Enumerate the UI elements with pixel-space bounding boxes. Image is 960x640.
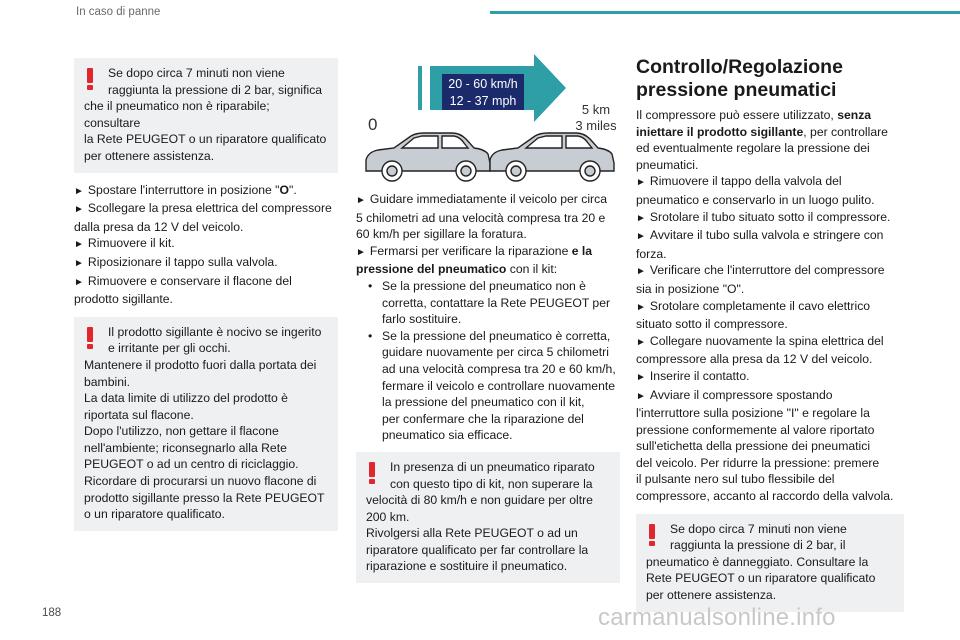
- section-header: In caso di panne: [76, 6, 161, 18]
- car-start-icon: [366, 133, 490, 181]
- speed-mph-label: 12 - 37 mph: [449, 94, 517, 108]
- step-item: ► Rimuovere il kit.: [74, 236, 175, 251]
- step-item: ► Avvitare il tubo sulla valvola e stringere con: [636, 228, 884, 243]
- step-item: ► Riposizionare il tappo sulla valvola.: [74, 254, 278, 269]
- triangle-bullet-icon: ►: [74, 204, 84, 216]
- warning-icon: [86, 327, 94, 349]
- warning-text: Rete PEUGEOT o un riparatore qualificato: [646, 571, 876, 586]
- column-middle: [356, 48, 620, 583]
- drive-instructions: [356, 191, 620, 444]
- intro-paragraph: Il compressore può essere utilizzato, senza iniettare il prodotto sigillante, per controllare ed eventualmente regolare la pressione dei pneumatici.: [636, 108, 888, 172]
- watermark: carmanualsonline.info: [598, 604, 836, 631]
- bullet-dot-icon: •: [368, 278, 373, 293]
- warning-text: velocità di 80 km/h e non guidare per oltre: [366, 493, 593, 508]
- steps-list: ► Rimuovere il tappo della valvola del pneumatico e conservarlo in un luogo pulito. ► Srotolare il tubo situato sotto il compressore. ► Avvitare il tubo sulla valvola e stringere con forza. ► Verificare che l'interruttore del compressore sia in posizione "O". ► Srotolare completamente il cavo elettrico situato sotto il compressore. ► Collegare nuovamente la spina elettrica del compressore alla presa da 12 V del veicolo. ► Inserire il contatto. ► Avviare il compressore spostando l'interruttore sulla posizione "I" e regolare la pressione conformemente al valore riportato sull'etichetta della pressione dei pneumatici del veicolo. Per ridurre la pressione: premere il pulsante nero sul tubo flessibile del compressore, accanto al raccordo della valvola.: [636, 173, 904, 504]
- step-item: ► Fermarsi per verificare la riparazione e la: [356, 243, 593, 258]
- header-accent-bar: [490, 11, 960, 14]
- warning-text: Ricordare di procurarsi un nuovo flacone di: [84, 474, 317, 489]
- warning-box-damaged: [636, 514, 904, 612]
- warning-text: per ottenere assistenza.: [84, 148, 215, 163]
- warning-box-sealant: [74, 317, 338, 531]
- warning-text: bambini.: [84, 374, 131, 389]
- bullet-dot-icon: •: [368, 328, 373, 343]
- warning-icon: [86, 68, 94, 90]
- section-title: Controllo/Regolazione pressione pneumatici: [636, 56, 843, 101]
- warning-text: riportata sul flacone.: [84, 407, 194, 422]
- warning-text: PEUGEOT o ad un centro di riciclaggio.: [84, 457, 299, 472]
- step-item: ► Rimuovere il tappo della valvola del: [636, 174, 842, 189]
- step-item: ► Guidare immediatamente il veicolo per circa: [356, 192, 607, 206]
- distance-miles-label: 3 miles: [575, 118, 617, 133]
- speed-kmh-label: 20 - 60 km/h: [448, 77, 518, 91]
- warning-text: e irritante per gli occhi.: [108, 341, 231, 356]
- step-item: ► Spostare l'interruttore in posizione "O".: [74, 182, 297, 197]
- step-item: ► Collegare nuovamente la spina elettrica del: [636, 333, 884, 348]
- warning-box-repairable: [74, 58, 338, 173]
- warning-text: In presenza di un pneumatico riparato: [390, 459, 595, 474]
- warning-box-speed-limit: [356, 452, 620, 583]
- step-item: ► Srotolare completamente il cavo elettrico: [636, 298, 871, 313]
- step-continuation: pressione del pneumatico con il kit:: [356, 262, 558, 277]
- distance-km-label: 5 km: [581, 102, 611, 117]
- warning-text: raggiunta la pressione di 2 bar, il: [670, 538, 846, 553]
- triangle-bullet-icon: ►: [74, 185, 84, 197]
- step-item: ► Srotolare il tubo situato sotto il compressore.: [636, 209, 891, 224]
- warning-text: riparatore qualificato per far controllare la: [366, 542, 589, 557]
- step-continuation: 60 km/h per sigillare la foratura.: [356, 227, 527, 242]
- warning-text: raggiunta la pressione di 2 bar, significa: [108, 82, 323, 97]
- warning-text: nell'ambiente; riconsegnarlo alla Rete: [84, 440, 287, 455]
- warning-text: prodotto sigillante presso la Rete PEUGEOT: [84, 490, 325, 505]
- step-item: ► Rimuovere e conservare il flacone del: [74, 273, 292, 288]
- warning-text: La data limite di utilizzo del prodotto è: [84, 391, 288, 406]
- triangle-bullet-icon: ►: [636, 212, 646, 224]
- warning-text: con questo tipo di kit, non superare la: [390, 476, 593, 491]
- start-label: 0: [368, 115, 378, 134]
- triangle-bullet-icon: ►: [636, 266, 646, 278]
- warning-text: per ottenere assistenza.: [646, 588, 777, 603]
- warning-text: o un riparatore qualificato.: [84, 507, 225, 522]
- warning-text: Rivolgersi alla Rete PEUGEOT o ad un: [366, 526, 578, 541]
- step-continuation: dalla presa da 12 V del veicolo.: [74, 219, 244, 234]
- warning-text: Se dopo circa 7 minuti non viene: [670, 521, 847, 536]
- triangle-bullet-icon: ►: [636, 390, 646, 402]
- warning-icon: [368, 462, 376, 484]
- step-item: ► Inserire il contatto.: [636, 368, 750, 383]
- warning-text: Il prodotto sigillante è nocivo se ingerito: [108, 324, 322, 339]
- driving-diagram: [356, 48, 620, 183]
- warning-text: Se dopo circa 7 minuti non viene: [108, 66, 285, 80]
- column-left: [74, 48, 338, 531]
- sub-bullet: • Se la pressione del pneumatico è corretta, guidare nuovamente per circa 5 chilometri ad una velocità compresa tra 20 e 60 km/h, fermare il veicolo e controllare nuovamente la pressione del pneumatico con il kit, per confermare che la riparazione del pneumatico sia efficace.: [368, 328, 616, 443]
- warning-text: riparazione e sostituire il pneumatico.: [366, 559, 568, 574]
- step-item: ► Avviare il compressore spostando: [636, 387, 833, 402]
- page-number: 188: [42, 607, 62, 619]
- triangle-bullet-icon: ►: [636, 177, 646, 189]
- step-item: ► Verificare che l'interruttore del compressore: [636, 263, 885, 278]
- car-end-icon: [490, 133, 614, 181]
- warning-text: la Rete PEUGEOT o un riparatore qualificato: [84, 132, 327, 147]
- step-continuation: 5 chilometri ad una velocità compresa tra 20 e: [356, 210, 606, 225]
- driving-diagram-illustration: [356, 48, 620, 183]
- triangle-bullet-icon: ►: [636, 231, 646, 243]
- step-continuation: prodotto sigillante.: [74, 292, 173, 307]
- triangle-bullet-icon: ►: [636, 336, 646, 348]
- warning-text: Mantenere il prodotto fuori dalla portata dei: [84, 357, 317, 372]
- triangle-bullet-icon: ►: [74, 239, 84, 251]
- triangle-bullet-icon: ►: [74, 276, 84, 288]
- column-right: [636, 48, 904, 612]
- warning-text: Dopo l'utilizzo, non gettare il flacone: [84, 424, 279, 439]
- step-item: ► Scollegare la presa elettrica del compressore: [74, 201, 332, 216]
- triangle-bullet-icon: ►: [74, 257, 84, 269]
- triangle-bullet-icon: ►: [356, 195, 366, 206]
- warning-text: pneumatico è danneggiato. Consultare la: [646, 554, 869, 569]
- steps-list: [74, 182, 338, 308]
- warning-icon: [648, 524, 656, 546]
- warning-text: che il pneumatico non è riparabile; consultare: [84, 99, 270, 130]
- warning-text: 200 km.: [366, 509, 410, 524]
- sub-bullet: • Se la pressione del pneumatico non è corretta, contattare la Rete PEUGEOT per farlo sostituire.: [368, 278, 611, 327]
- triangle-bullet-icon: ►: [356, 246, 366, 258]
- triangle-bullet-icon: ►: [636, 301, 646, 313]
- triangle-bullet-icon: ►: [636, 371, 646, 383]
